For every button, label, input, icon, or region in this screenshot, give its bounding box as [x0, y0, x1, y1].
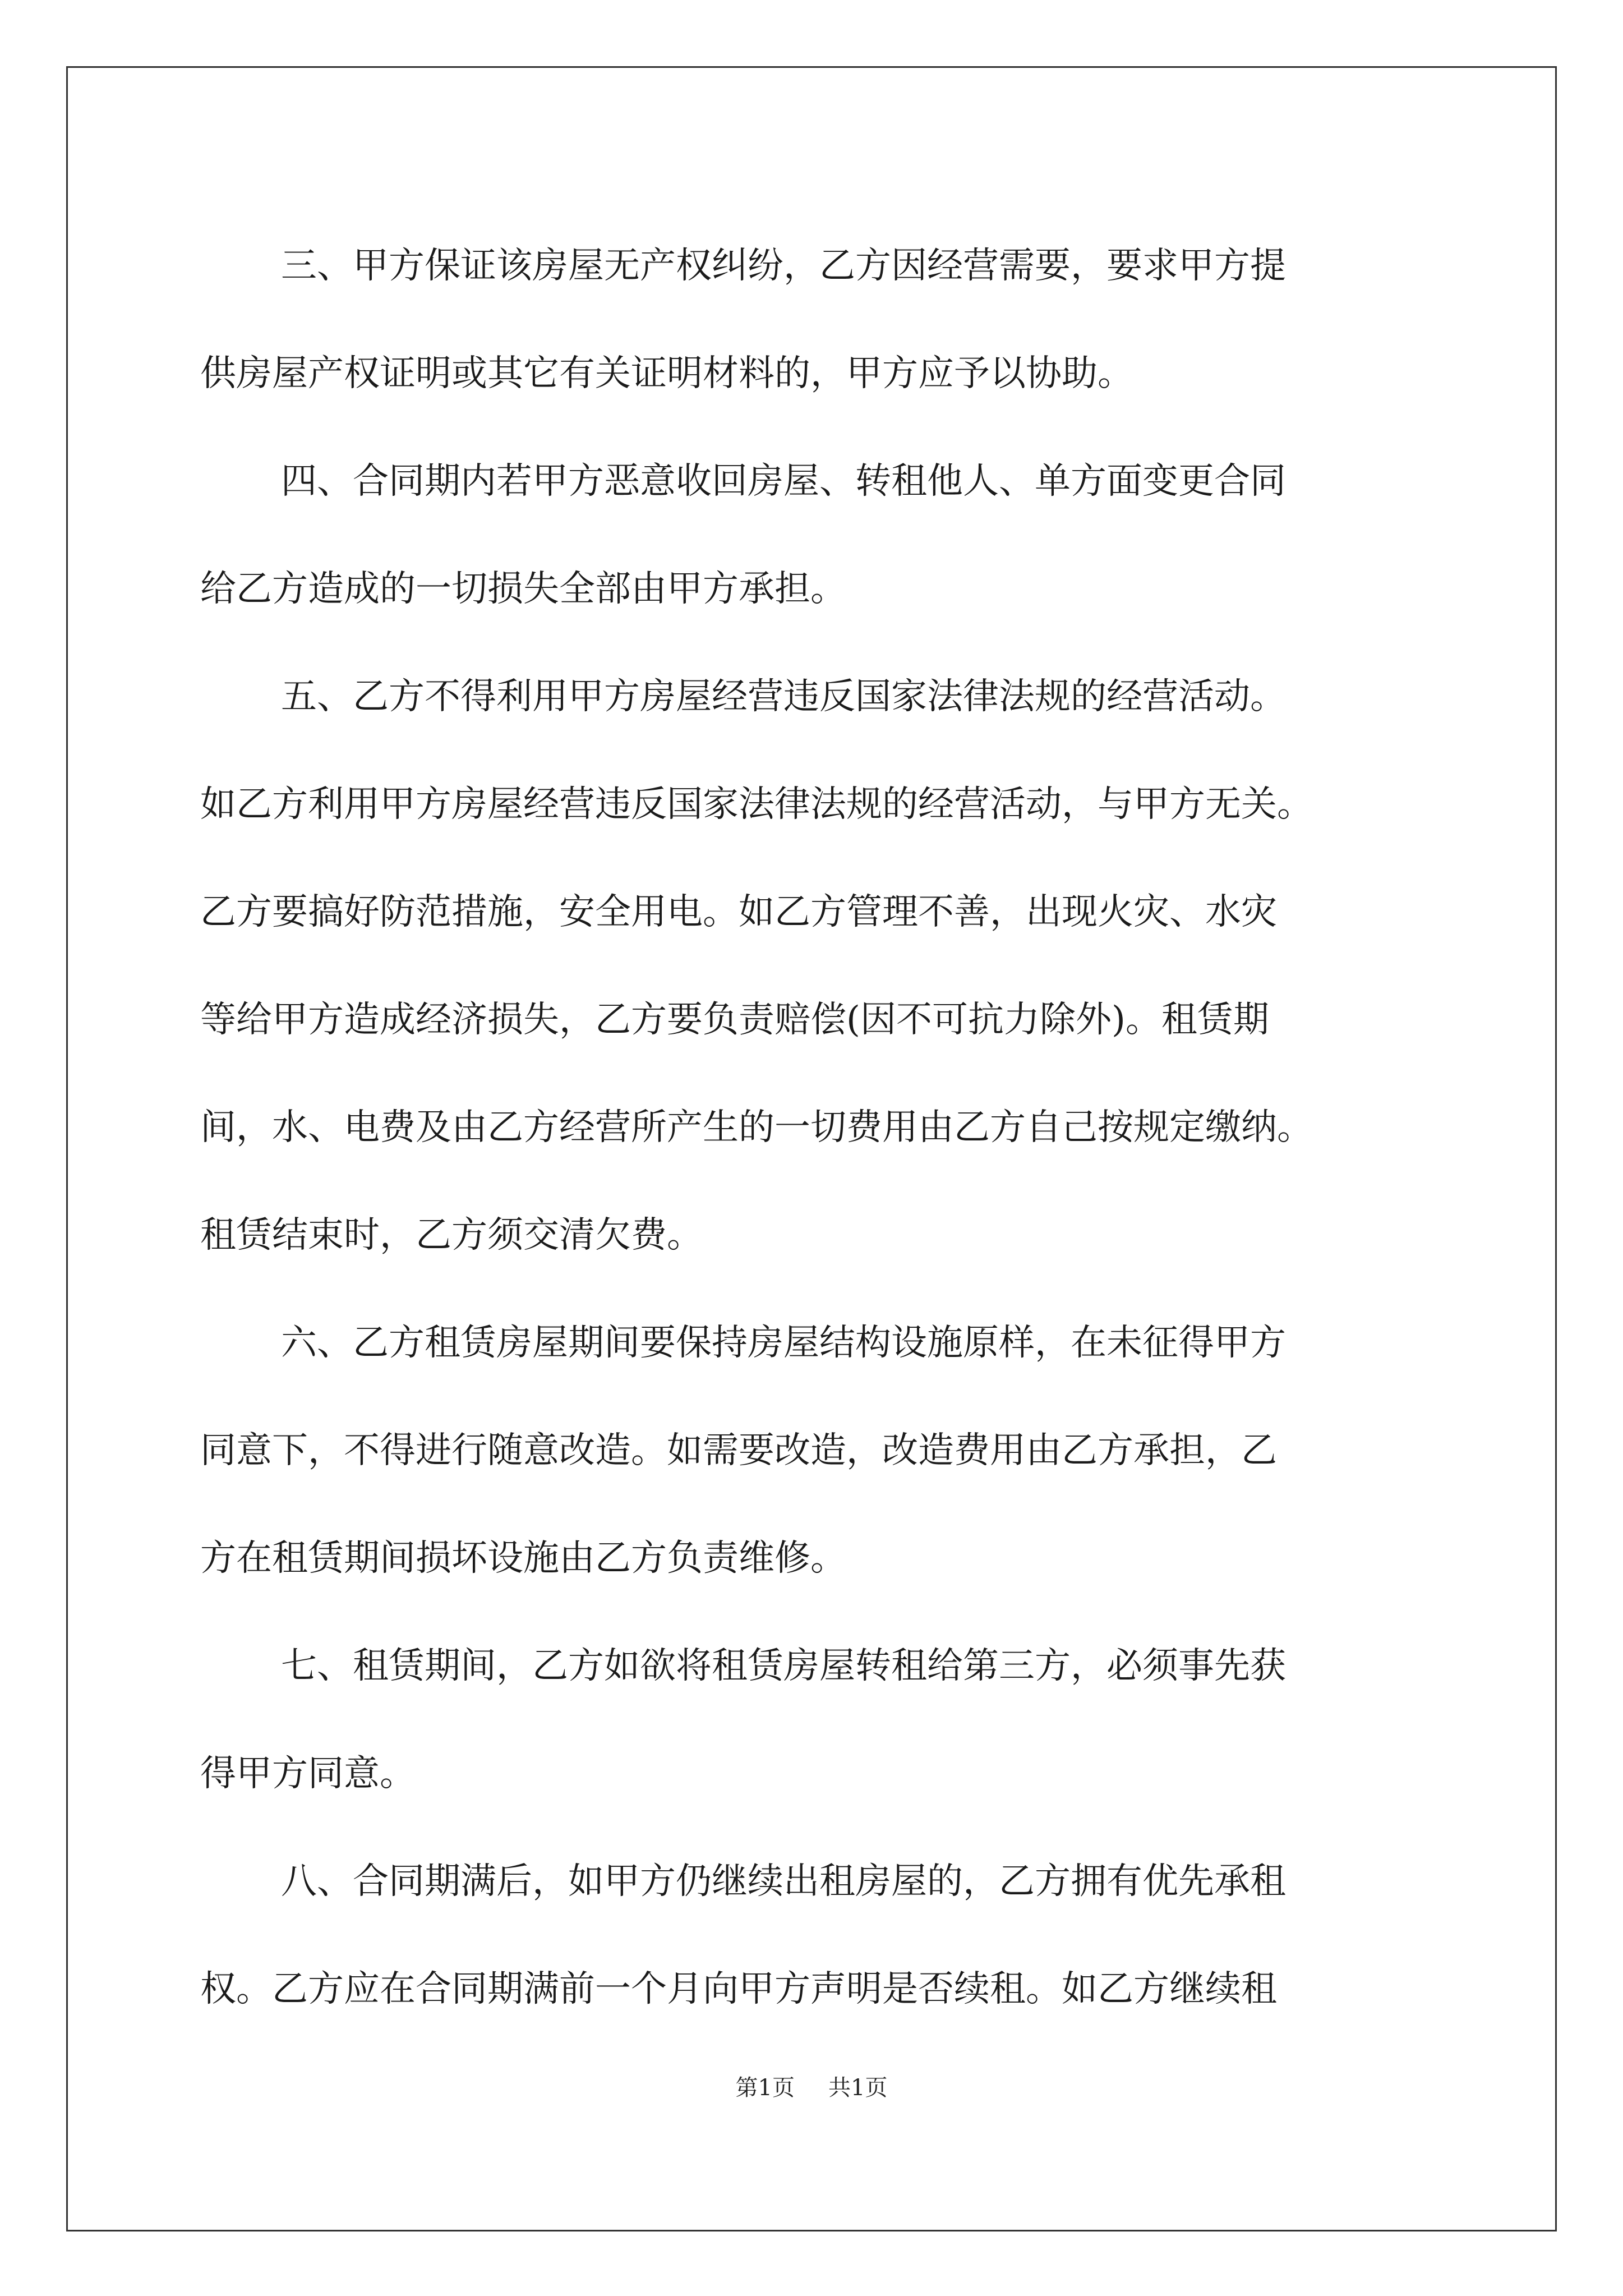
- text-line: 供房屋产权证明或其它有关证明材料的，甲方应予以协助。: [200, 353, 1133, 394]
- text-line: 得甲方同意。: [200, 1753, 416, 1795]
- text-line: 如乙方利用甲方房屋经营违反国家法律法规的经营活动，与甲方无关。: [200, 784, 1313, 825]
- text-line: 权。乙方应在合同期满前一个月向甲方声明是否续租。如乙方继续租: [200, 1968, 1277, 2010]
- text-line: 给乙方造成的一切损失全部由甲方承担。: [200, 568, 846, 610]
- text-line: 同意下，不得进行随意改造。如需要改造，改造费用由乙方承担，乙: [200, 1430, 1277, 1471]
- text-line: 七、租赁期间，乙方如欲将租赁房屋转租给第三方，必须事先获: [281, 1645, 1286, 1687]
- text-line: 方在租赁期间损坏设施由乙方负责维修。: [200, 1538, 846, 1579]
- text-line: 八、合同期满后，如甲方仍继续出租房屋的，乙方拥有优先承租: [281, 1861, 1286, 1902]
- text-line: 五、乙方不得利用甲方房屋经营违反国家法律法规的经营活动。: [281, 676, 1286, 717]
- document-body: [200, 212, 1434, 2043]
- text-line: 三、甲方保证该房屋无产权纠纷，乙方因经营需要，要求甲方提: [281, 245, 1286, 287]
- text-line: 六、乙方租赁房屋期间要保持房屋结构设施原样，在未征得甲方: [281, 1322, 1286, 1364]
- page-footer: [0, 2070, 1623, 2102]
- text-line: 租赁结束时，乙方须交清欠费。: [200, 1214, 703, 1256]
- text-line: 四、合同期内若甲方恶意收回房屋、转租他人、单方面变更合同: [281, 461, 1286, 502]
- page-total: 共1页: [828, 2075, 888, 2101]
- page-number: 第1页: [735, 2075, 795, 2101]
- text-line: 间，水、电费及由乙方经营所产生的一切费用由乙方自己按规定缴纳。: [200, 1107, 1313, 1148]
- text-line: 等给甲方造成经济损失，乙方要负责赔偿(因不可抗力除外)。租赁期: [200, 999, 1269, 1041]
- text-line: 乙方要搞好防范措施，安全用电。如乙方管理不善，出现火灾、水灾: [200, 891, 1277, 933]
